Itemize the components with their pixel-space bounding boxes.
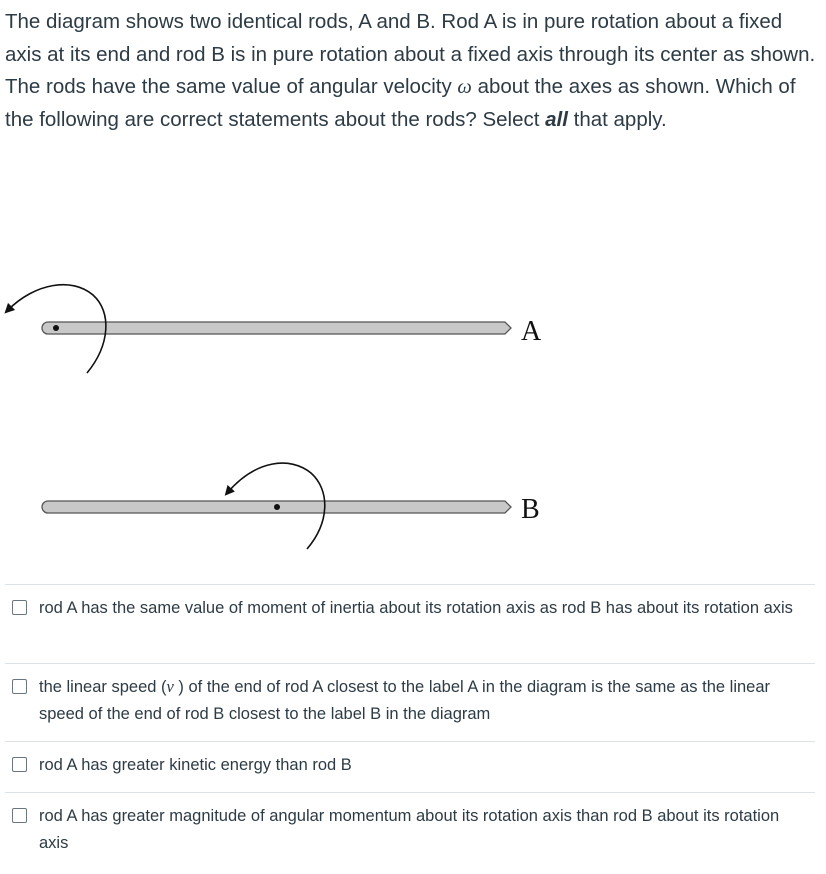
answer-option-3[interactable] <box>5 741 815 792</box>
answer-3-checkbox[interactable] <box>12 757 27 772</box>
question-text <box>5 6 817 136</box>
question-text-part-3: that apply. <box>567 107 667 131</box>
rod-a-label: A <box>521 316 542 347</box>
rods-diagram <box>0 260 826 560</box>
answer-4-text: rod A has greater magnitude of angular momentum about its rotation axis than rod B about its rotation axis <box>39 807 780 852</box>
rod-b-label: B <box>521 494 540 525</box>
answer-3-text: rod A has greater kinetic energy than rod B <box>39 756 352 774</box>
rod-a-body <box>42 322 511 334</box>
answer-1-text: rod A has the same value of moment of inertia about its rotation axis as rod B has about its rotation axis <box>39 599 793 617</box>
answer-option-2[interactable] <box>5 663 815 741</box>
question-text-part-2: about the axes as shown. Which of the following are correct statements about the rods? Select <box>5 75 796 131</box>
question-text-part-1: The diagram shows two identical rods, A and B. Rod A is in pure rotation about a fixed axis at its end and rod B is in pure rotation about a fixed axis through its center as shown. The rods have the same value of angular velocity <box>5 10 816 98</box>
answer-4-checkbox[interactable] <box>12 808 27 823</box>
answer-2-checkbox[interactable] <box>12 679 27 694</box>
rod-a <box>8 285 542 373</box>
answer-2-text-part-1: the linear speed ( <box>39 678 167 696</box>
answer-options <box>5 584 815 871</box>
question-bold-word: all <box>545 107 568 131</box>
answer-2-text-part-2: ) of the end of rod A closest to the label A in the diagram is the same as the linear speed of the end of rod B closest to the label B in the diagram <box>39 678 771 723</box>
omega-symbol: ω <box>457 76 472 98</box>
rod-b-axis-dot <box>274 504 280 510</box>
rod-a-axis-dot <box>53 325 59 331</box>
rod-b <box>42 463 540 549</box>
answer-option-4[interactable] <box>5 792 815 871</box>
answer-2-text <box>39 678 770 723</box>
answer-1-checkbox[interactable] <box>12 600 27 615</box>
answer-2-var-symbol: v <box>166 677 174 696</box>
answer-option-1[interactable] <box>5 584 815 663</box>
